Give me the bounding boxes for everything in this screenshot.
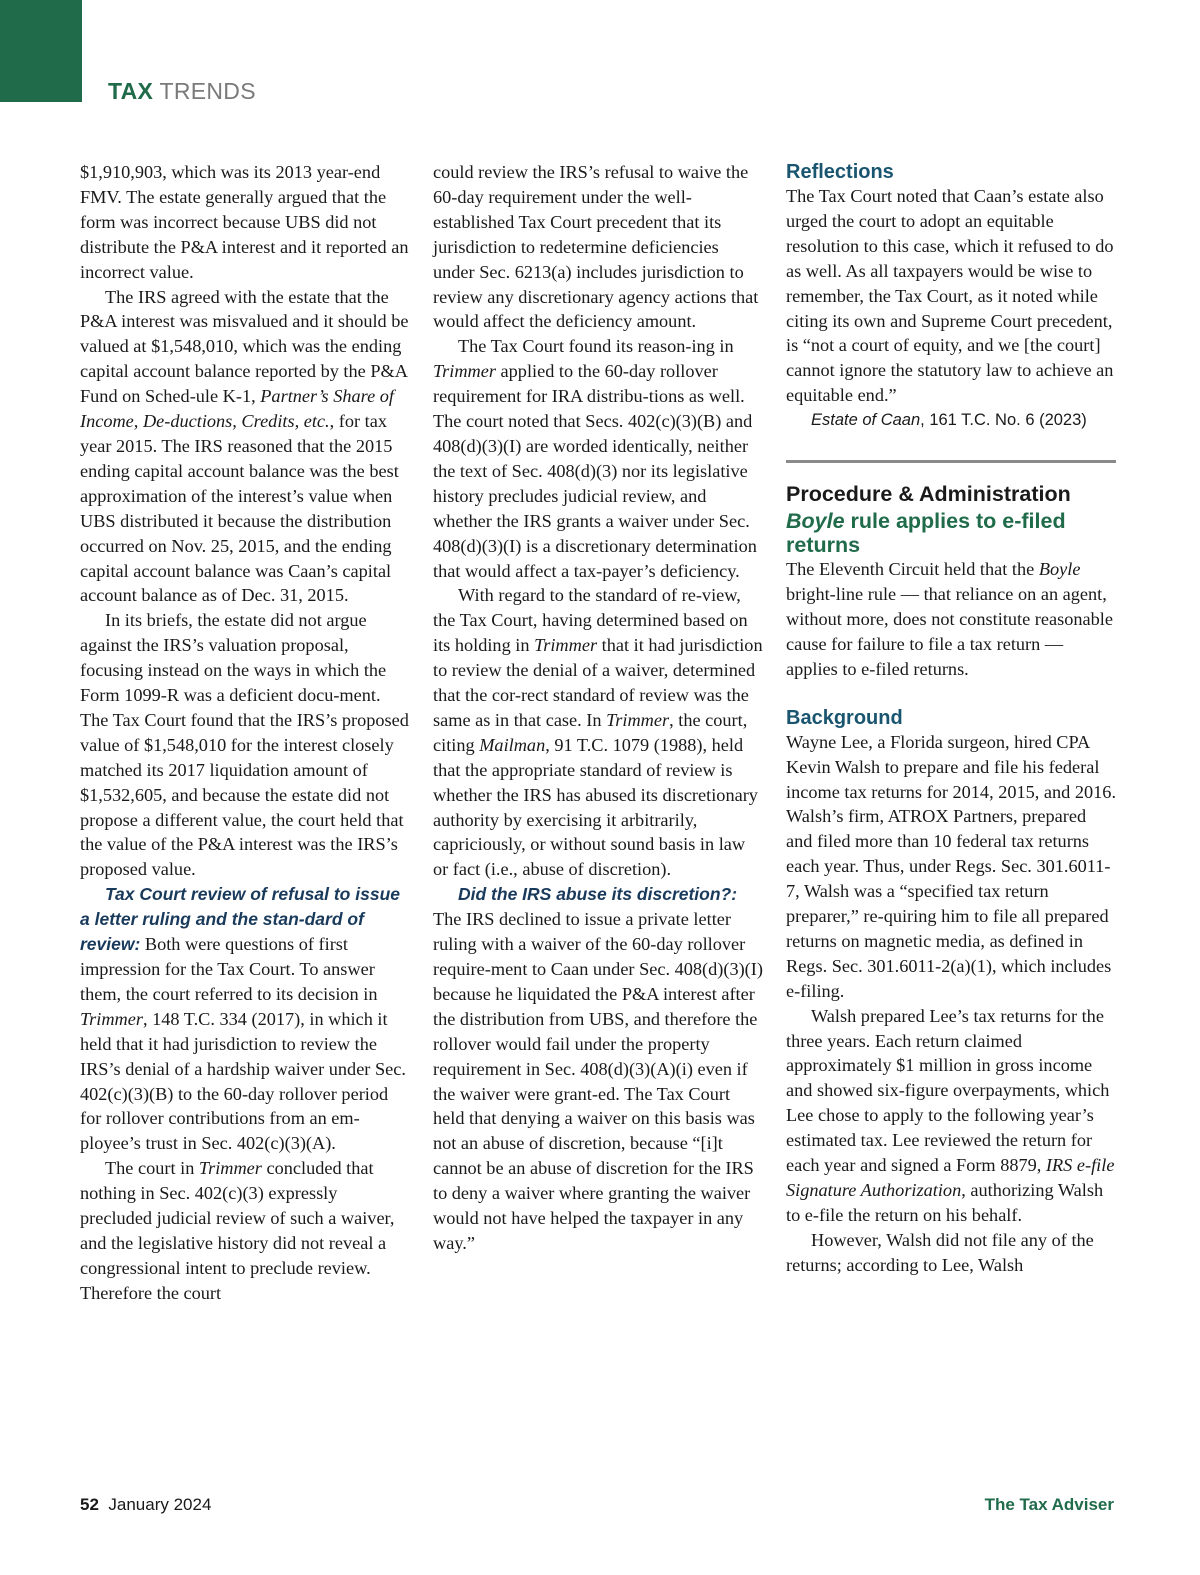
spacer xyxy=(786,682,1116,706)
paragraph: Tax Court review of refusal to issue a letter ruling and the stan-dard of review: Both were questions of first impression for the Tax Court. To answer them, the court referred to its decision in Trimmer, 148 T.C. 334 (2017), in which it held that it had jurisdiction to review the IRS’s denial of a hardship waiver under Sec. 402(c)(3)(B) to the 60-day rollover period for rollover contributions from an em-ployee’s trust in Sec. 402(c)(3)(A). xyxy=(80,884,406,1154)
section-divider xyxy=(786,460,1116,463)
run-in-heading: Tax Court review of refusal to issue a letter ruling and the stan-dard of review: xyxy=(80,884,400,955)
case-citation: Estate of Caan, 161 T.C. No. 6 (2023) xyxy=(811,411,1087,430)
paragraph: The Tax Court found its reason-ing in Trimmer applied to the 60-day rollover requirement for IRA distribu-tions as well. The court noted that Secs. 402(c)(3)(B) and 408(d)(3)(I) are worded identically, neither the text of Sec. 408(d)(3) nor its legislative history precludes judicial review, and whether the IRS grants a waiver under Sec. 408(d)(3)(I) is a discretionary determination that would affect a tax-payer’s deficiency. xyxy=(433,336,757,581)
section-tag-light: TRENDS xyxy=(159,78,256,104)
paragraph: Did the IRS abuse its discretion?: The IRS declined to issue a private letter ruling with a waiver of the 60-day rollover require-ment to Caan under Sec. 408(d)(3)(I) because he liquidated the P&A interest after the distribution from UBS, and therefore the rollover would fail under the property requirement in Sec. 408(d)(3)(A)(i) even if the waiver were grant-ed. The Tax Court held that denying a waiver on this basis was not an abuse of discretion, because “[i]t cannot be an abuse of discretion for the IRS to deny a waiver where granting the waiver would not have helped the taxpayer in any way.” xyxy=(433,884,763,1253)
paragraph: could review the IRS’s refusal to waive the 60-day requirement under the well-established Tax Court precedent that its jurisdiction to redetermine deficiencies under Sec. 6213(a) includes jurisdiction to review any discretionary agency actions that would affect the deficiency amount. xyxy=(433,162,759,332)
footer-left xyxy=(80,1493,211,1517)
paragraph: $1,910,903, which was its 2013 year-end FMV. The estate generally argued that the form was incorrect because UBS did not distribute the P&A interest and it reported an incorrect value. xyxy=(80,162,409,282)
column-2 xyxy=(433,160,763,1256)
paragraph: Wayne Lee, a Florida surgeon, hired CPA Kevin Walsh to prepare and file his federal income tax returns for 2014, 2015, and 2016. Walsh’s firm, ATROX Partners, prepared and filed more than 10 federal tax returns each year. Thus, under Regs. Sec. 301.6011-7, Walsh was a “specified tax return preparer,” re-quiring him to file all prepared returns on magnetic media, as defined in Regs. Sec. 301.6011-2(a)(1), which includes e-filing. xyxy=(786,731,1117,1001)
page-number: 52 xyxy=(80,1495,99,1514)
paragraph: However, Walsh did not file any of the returns; according to Lee, Walsh xyxy=(786,1229,1094,1275)
run-in-heading: Did the IRS abuse its discretion?: xyxy=(458,884,738,905)
paragraph: The Tax Court noted that Caan’s estate also urged the court to adopt an equitable resolution to this case, which it refused to do as well. As all taxpayers would be wise to remember, the Tax Court, as it noted while citing its own and Supreme Court precedent, is “not a court of equity, and we [the court] cannot ignore the statutory law to achieve an equitable end.” xyxy=(786,186,1114,406)
column-3 xyxy=(786,160,1116,1278)
article-heading: Boyle rule applies to e-filed returns xyxy=(786,509,1066,558)
section-tag xyxy=(108,76,256,106)
background-heading: Background xyxy=(786,706,903,729)
paragraph: With regard to the standard of re-view, the Tax Court, having determined based on its holding in Trimmer that it had jurisdiction to review the denial of a waiver, determined that the cor-rect standard of review was the same as in that case. In Trimmer, the court, citing Mailman, 91 T.C. 1079 (1988), held that the appropriate standard of review is whether the IRS has abused its discretionary authority by exercising it arbitrarily, capriciously, or without sound basis in law or fact (i.e., abuse of discretion). xyxy=(433,585,763,880)
issue-date: January 2024 xyxy=(108,1495,212,1514)
header-color-block xyxy=(0,0,82,102)
paragraph: The Eleventh Circuit held that the Boyle bright-line rule — that reliance on an agent, without more, does not constitute reasonable cause for failure to file a tax return — applies to e-filed returns. xyxy=(786,559,1113,679)
paragraph: The court in Trimmer concluded that nothing in Sec. 402(c)(3) expressly precluded judicial review of such a waiver, and the legislative history did not reveal a congressional intent to preclude review. Therefore the court xyxy=(80,1158,395,1303)
publication-name: The Tax Adviser xyxy=(984,1495,1114,1514)
reflections-heading: Reflections xyxy=(786,161,894,183)
column-1 xyxy=(80,160,410,1306)
paragraph: Walsh prepared Lee’s tax returns for the three years. Each return claimed approximately $1 million in gross income and showed six-figure overpayments, which Lee chose to apply to the following year’s estimated tax. Lee reviewed the return for each year and signed a Form 8879, IRS e-file Signature Authorization, authorizing Walsh to e-file the return on his behalf. xyxy=(786,1005,1115,1225)
section-tag-bold: TAX xyxy=(108,78,154,104)
paragraph: In its briefs, the estate did not argue against the IRS’s valuation proposal, focusing instead on the ways in which the Form 1099-R was a deficient docu-ment. The Tax Court found that the IRS’s proposed value of $1,548,010 for the interest closely matched its 2017 liquidation amount of $1,532,605, and because the estate did not propose a different value, the court held that the value of the P&A interest was the IRS’s proposed value. xyxy=(80,610,409,880)
paragraph: The IRS agreed with the estate that the P&A interest was misvalued and it should be valued at $1,548,010, which was the ending capital account balance reported by the P&A Fund on Sched-ule K-1, Partner’s Share of Income, De-ductions, Credits, etc., for tax year 2015. The IRS reasoned that the 2015 ending capital account balance was the best approximation of the interest’s value when UBS distributed it because the distribution occurred on Nov. 25, 2015, and the ending capital account balance was Caan’s capital account balance as of Dec. 31, 2015. xyxy=(80,286,409,606)
section-heading: Procedure & Administration xyxy=(786,482,1071,507)
